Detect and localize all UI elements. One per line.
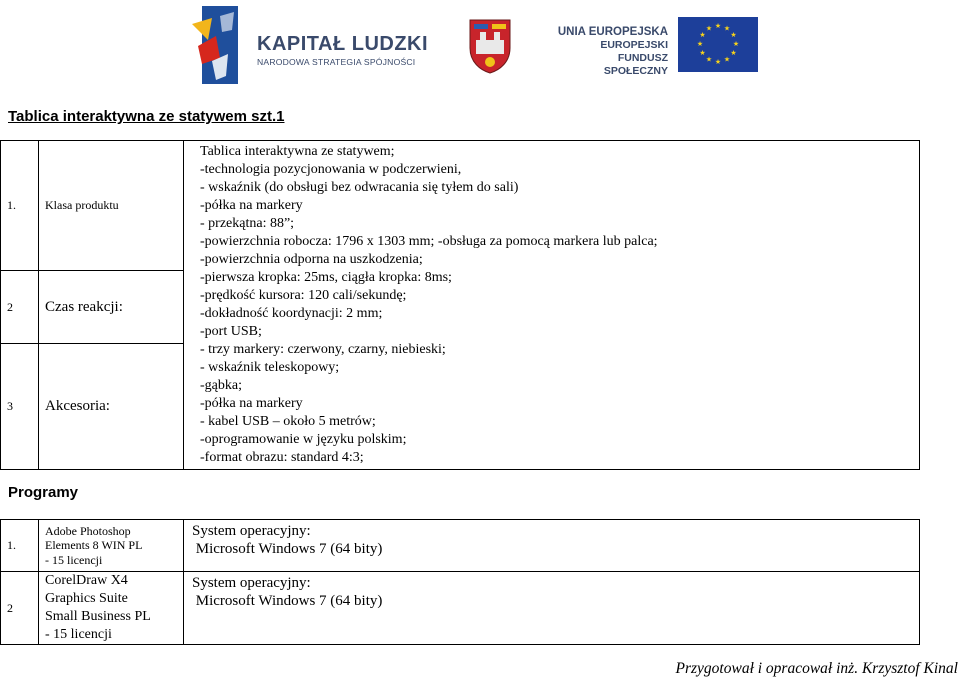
program-name-line: Adobe Photoshop <box>45 523 131 538</box>
svg-text:★: ★ <box>699 49 706 57</box>
svg-text:★: ★ <box>705 55 713 64</box>
spec-line: - przekątna: 88”; <box>200 216 295 231</box>
spec-line: -powierzchnia robocza: 1796 x 1303 mm; -obsługa za pomocą markera lub palca; <box>200 234 658 249</box>
kapital-ludzki-subtitle: NARODOWA STRATEGIA SPÓJNOŚCI <box>257 57 416 67</box>
kapital-ludzki-title: KAPITAŁ LUDZKI <box>257 33 429 55</box>
row-number: 3 <box>1 344 39 470</box>
spec-line: - wskaźnik (do obsługi bez odwracania się tyłem do sali) <box>200 180 519 195</box>
coat-of-arms-icon <box>468 18 512 74</box>
svg-text:★: ★ <box>723 55 731 64</box>
svg-text:★: ★ <box>714 22 722 30</box>
spec-line: -dokładność koordynacji: 2 mm; <box>200 306 383 321</box>
table-row <box>1 141 920 271</box>
svg-text:★: ★ <box>723 24 731 33</box>
program-os <box>184 572 920 645</box>
svg-text:★: ★ <box>730 31 737 39</box>
section-title-whiteboard: Tablica interaktywna ze statywem szt.1 <box>8 108 285 125</box>
eu-line-3: FUNDUSZ SPOŁECZNY <box>603 52 668 77</box>
row-label: Akcesoria: <box>39 344 184 470</box>
row-number: 2 <box>1 572 39 645</box>
program-name-line: Small Business PL <box>45 609 151 624</box>
program-name-line: Elements 8 WIN PL <box>45 538 143 553</box>
svg-text:★: ★ <box>732 40 740 48</box>
spec-line: - wskaźnik teleskopowy; <box>200 360 340 375</box>
svg-text:★: ★ <box>696 40 704 48</box>
svg-text:★: ★ <box>705 24 713 33</box>
spec-line: -oprogramowanie w języku polskim; <box>200 432 407 447</box>
eu-flag-icon <box>678 17 758 72</box>
spec-line: -prędkość kursora: 120 cali/sekundę; <box>200 288 407 303</box>
spec-description <box>184 141 920 470</box>
spec-line: -gąbka; <box>200 378 242 393</box>
spec-table <box>0 140 920 470</box>
programs-table <box>0 519 920 645</box>
os-value: Microsoft Windows 7 (64 bity) <box>192 593 383 609</box>
table-row <box>1 572 920 645</box>
spec-line: - kabel USB – około 5 metrów; <box>200 414 376 429</box>
program-name-line: - 15 licencji <box>45 627 112 642</box>
spec-line: - trzy markery: czerwony, czarny, niebieski; <box>200 342 446 357</box>
program-name <box>39 520 184 572</box>
os-label: System operacyjny: <box>192 575 311 591</box>
program-name <box>39 572 184 645</box>
spec-line: -półka na markery <box>200 396 303 411</box>
eu-line-1: UNIA EUROPEJSKA <box>557 26 668 38</box>
svg-text:★: ★ <box>714 58 722 66</box>
table-row <box>1 520 920 572</box>
svg-text:★: ★ <box>730 49 737 57</box>
spec-line: -format obrazu: standard 4:3; <box>200 450 364 465</box>
eu-fund-text <box>553 26 668 78</box>
program-name-line: - 15 licencji <box>45 552 103 567</box>
spec-line: -technologia pozycjonowania w podczerwieni, <box>200 162 462 177</box>
footer-author: Przygotował i opracował inż. Krzysztof Kinal <box>675 660 958 677</box>
row-label: Czas reakcji: <box>39 270 184 343</box>
os-label: System operacyjny: <box>192 523 311 539</box>
kapital-ludzki-logo <box>190 6 240 86</box>
row-number: 1. <box>1 520 39 572</box>
spec-line: -port USB; <box>200 324 262 339</box>
spec-line: -półka na markery <box>200 198 303 213</box>
program-name-line: Graphics Suite <box>45 591 128 606</box>
header-logos <box>0 0 960 100</box>
program-name-line: CorelDraw X4 <box>45 573 128 588</box>
spec-line: Tablica interaktywna ze statywem; <box>200 144 395 159</box>
os-value: Microsoft Windows 7 (64 bity) <box>192 541 383 557</box>
row-number: 2 <box>1 270 39 343</box>
program-os <box>184 520 920 572</box>
spec-line: -pierwsza kropka: 25ms, ciągła kropka: 8ms; <box>200 270 452 285</box>
svg-text:★: ★ <box>699 31 706 39</box>
spec-line: -powierzchnia odporna na uszkodzenia; <box>200 252 423 267</box>
row-number: 1. <box>1 141 39 271</box>
eu-line-2: EUROPEJSKI <box>600 39 668 51</box>
row-label: Klasa produktu <box>39 141 184 271</box>
section-title-programs: Programy <box>8 484 79 501</box>
